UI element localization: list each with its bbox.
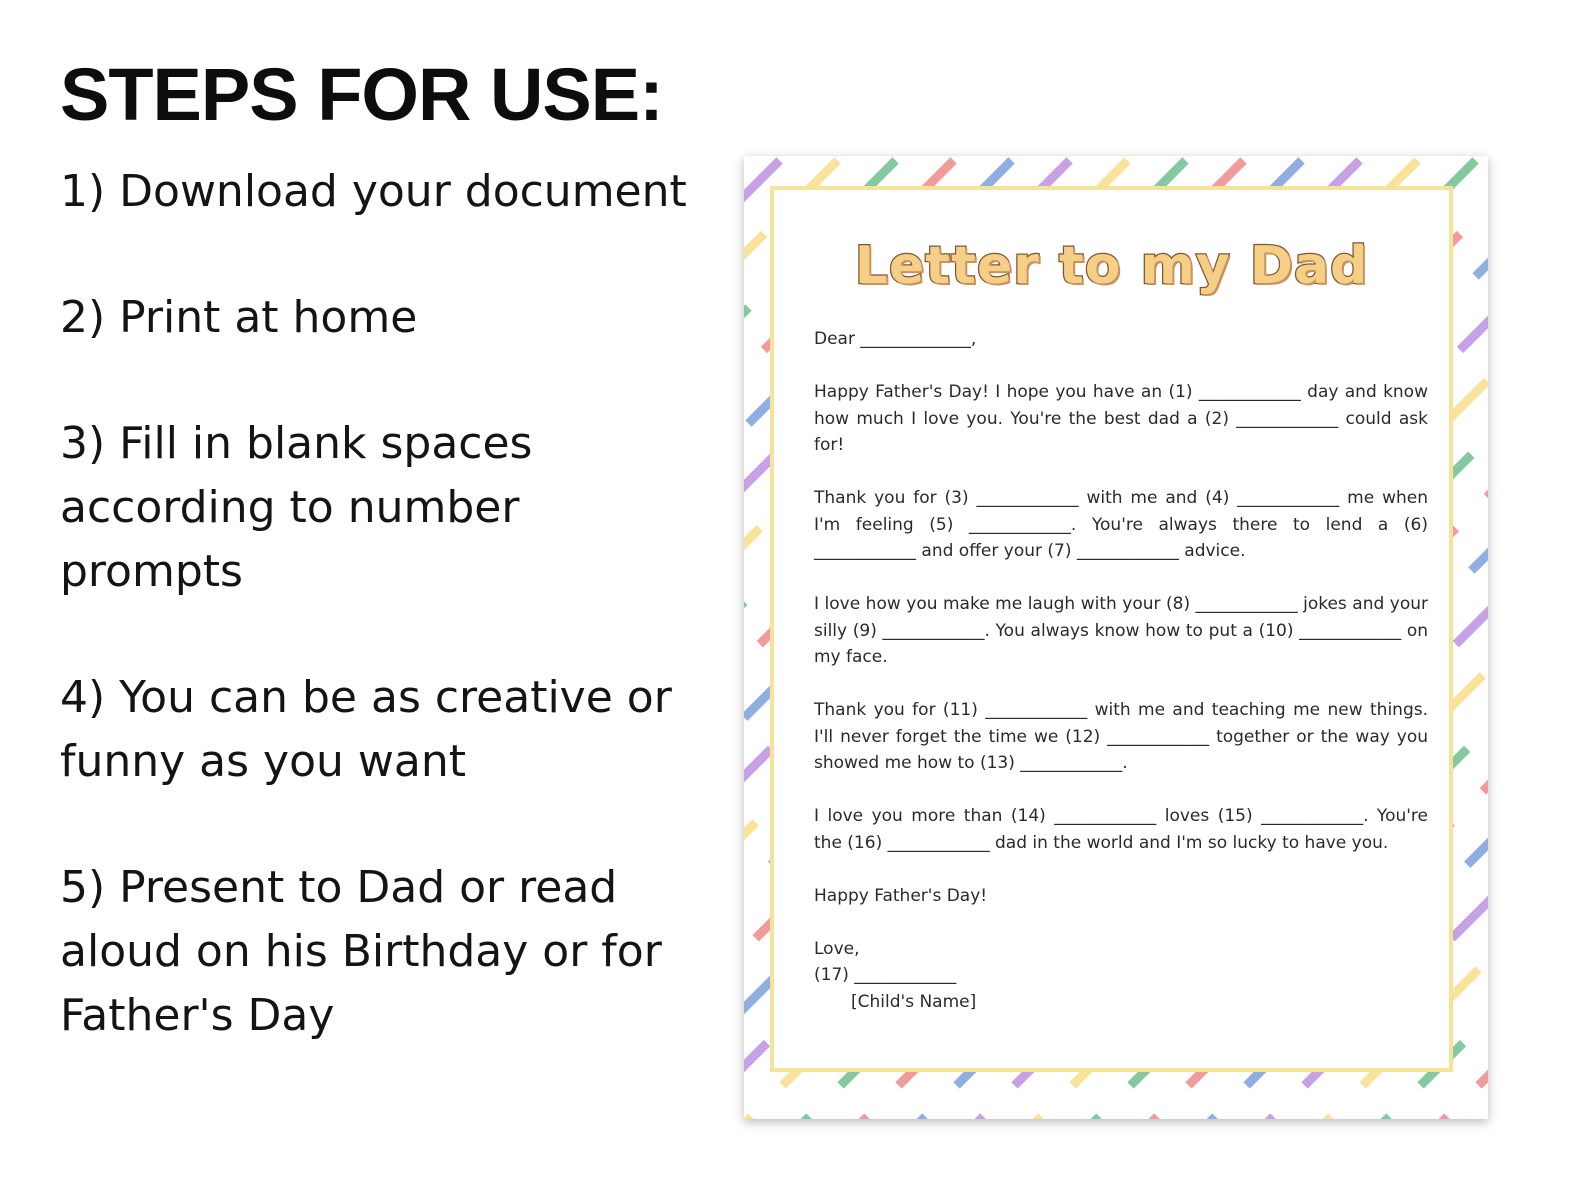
steps-title: STEPS FOR USE: xyxy=(60,53,663,136)
step-fill-blanks: 3) Fill in blank spaces according to number prompts xyxy=(60,418,533,597)
letter-paragraph-3: I love how you make me laugh with your (8) ____________ jokes and your silly (9) ____________. You always know how to put a (10) ____________ on my face. xyxy=(814,594,1428,667)
letter-sign-off: Happy Father's Day! xyxy=(814,885,988,906)
letter-body xyxy=(814,326,1428,1015)
letter-paragraph-5: I love you more than (14) ____________ loves (15) ____________. You're the (16) ____________ dad in the world and I'm so lucky to have you. xyxy=(814,806,1428,853)
step-be-creative: 4) You can be as creative or funny as you want xyxy=(60,672,672,787)
step-download: 1) Download your document xyxy=(60,166,687,217)
letter-greeting: Dear _____________, xyxy=(814,329,977,349)
letter-preview-sheet xyxy=(744,156,1488,1119)
letter-inner-frame xyxy=(770,186,1453,1072)
letter-title: Letter to my Dad xyxy=(854,236,1369,296)
letter-paragraph-1: Happy Father's Day! I hope you have an (1) ____________ day and know how much I love you. You're the best dad a (2) ____________ could ask for! xyxy=(814,382,1428,455)
letter-paragraph-2: Thank you for (3) ____________ with me and (4) ____________ me when I'm feeling (5) ____________. You're always there to lend a (6) ____________ and offer your (7) ____________ advice. xyxy=(814,488,1428,561)
letter-signature-line: (17) ____________ xyxy=(814,965,957,985)
child-name-label: [Child's Name] xyxy=(851,991,977,1012)
letter-love: Love, xyxy=(814,938,860,959)
letter-paragraph-4: Thank you for (11) ____________ with me and teaching me new things. I'll never forget the time we (12) ____________ together or the way you showed me how to (13) ____________. xyxy=(814,700,1428,773)
step-print: 2) Print at home xyxy=(60,292,418,343)
step-present: 5) Present to Dad or read aloud on his Birthday or for Father's Day xyxy=(60,862,662,1041)
steps-panel xyxy=(60,53,700,1048)
